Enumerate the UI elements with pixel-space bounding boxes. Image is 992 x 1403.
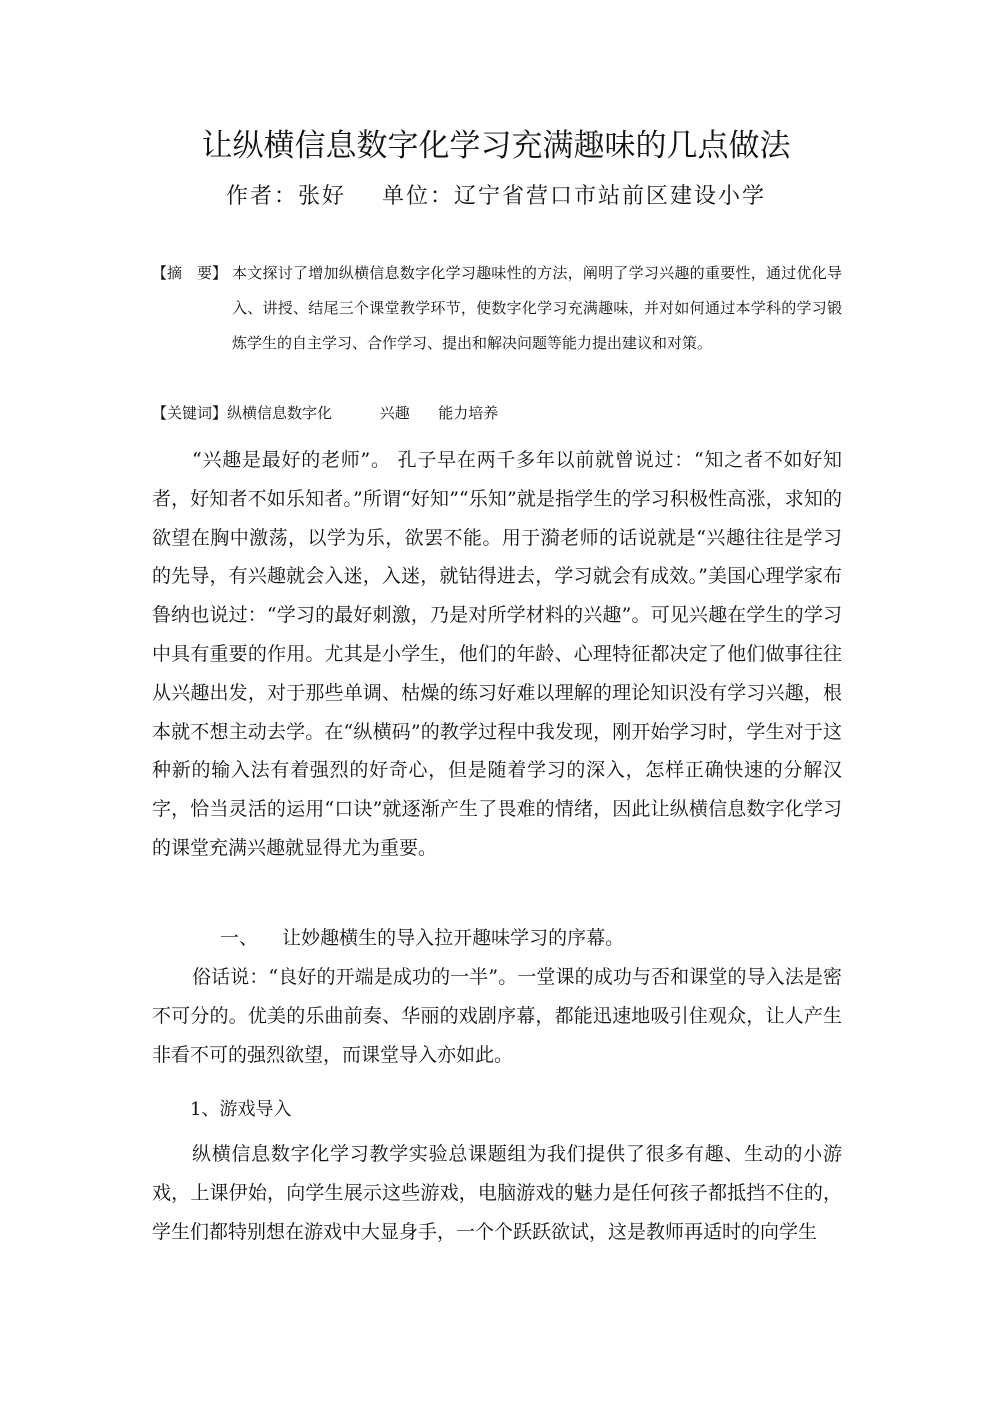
abstract-text: 本文探讨了增加纵横信息数字化学习趣味性的方法，阐明了学习兴趣的重要性，通过优化导入、讲授、结尾三个课堂教学环节，使数字化学习充满趣味，并对如何通过本学科的学习锻炼学生的自主学习、合作学习、提出和解决问题等能力提出建议和对策。	[232, 264, 842, 352]
document-title: 让纵横信息数字化学习充满趣味的几点做法	[201, 128, 791, 164]
abstract-label: 【摘 要】	[152, 264, 228, 282]
keywords-label: 【关键词】	[152, 404, 228, 422]
keywords-text: 纵横信息数字化 兴趣 能力培养	[227, 404, 499, 422]
body-paragraph: “兴趣是最好的老师”。 孔子早在两千多年以前就曾说过：“知之者不如好知者，好知者不如乐知者。”所谓“好知”“乐知”就是指学生的学习积极性高涨，求知的欲望在胸中激荡，以学为乐，欲罢不能。用于漪老师的话说就是“兴趣往往是学习的先导，有兴趣就会入迷，入迷，就钻得进去，学习就会有成效。”美国心理学家布鲁纳也说过：“学习的最好刺激，乃是对所学材料的兴趣”。可见兴趣在学生的学习中具有重要的作用。尤其是小学生，他们的年龄、心理特征都决定了他们做事往往从兴趣出发，对于那些单调、枯燥的练习好难以理解的理论知识没有学习兴趣，根本就不想主动去学。在“纵横码”的教学过程中我发现，刚开始学习时，学生对于这种新的输入法有着强烈的好奇心，但是随着学习的深入，怎样正确快速的分解汉字，恰当灵活的运用“口诀”就逐渐产生了畏难的情绪，因此让纵横信息数字化学习的课堂充满兴趣就显得尤为重要。	[152, 449, 842, 859]
abstract-section	[152, 256, 852, 361]
author-affiliation-line: 作者：张好 单位：辽宁省营口市站前区建设小学	[226, 184, 766, 209]
body-paragraph: 俗话说：“良好的开端是成功的一半”。一堂课的成功与否和课堂的导入法是密不可分的。优美的乐曲前奏、华丽的戏剧序幕，都能迅速地吸引住观众，让人产生非看不可的强烈欲望，而课堂导入亦如此。	[152, 966, 842, 1066]
section-heading: 一、 让妙趣横生的导入拉开趣味学习的序幕。	[220, 927, 625, 949]
keywords-line	[152, 398, 852, 428]
subsection-heading: 1、游戏导入	[190, 1099, 292, 1120]
body-paragraph: 纵横信息数字化学习教学实验总课题组为我们提供了很多有趣、生动的小游戏，上课伊始，向学生展示这些游戏，电脑游戏的魅力是任何孩子都抵挡不住的，学生们都特别想在游戏中大显身手，一个个跃跃欲试，这是教师再适时的向学生	[152, 1143, 842, 1243]
